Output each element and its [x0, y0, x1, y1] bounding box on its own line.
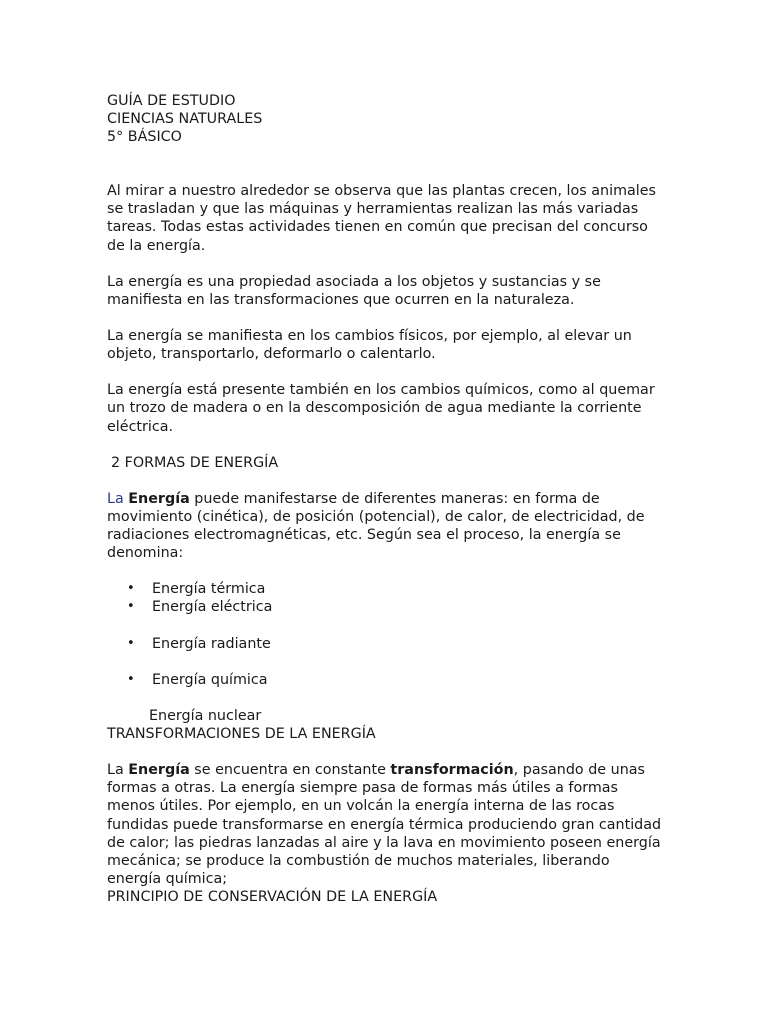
header-title: GUÍA DE ESTUDIO — [107, 93, 236, 109]
transformations-body: , pasando de unas formas a otras. La energía siempre pasa de formas más útiles a formas menos útiles. Por ejemplo, en un volcán la energía interna de las rocas fundidas puede transformarse en energía térmica produciendo gran cantidad de calor; las piedras lanzadas al aire y la lava en movimiento poseen energía mecánica; se produce la combustión de muchos materiales, liberando energía química; — [107, 762, 662, 887]
energy-forms-list-2 — [107, 635, 667, 653]
document-header — [107, 92, 667, 146]
forms-lead-word: La — [107, 490, 124, 507]
intro-paragraph-4: La energía está presente también en los cambios químicos, como al quemar un trozo de madera o en la descomposición de agua mediante la corriente eléctrica. — [107, 382, 655, 435]
list-item: • Energía eléctrica — [107, 598, 667, 616]
energy-nuclear-line: Energía nuclear — [149, 708, 262, 724]
section-title-forms: 2 FORMAS DE ENERGÍA — [111, 454, 279, 471]
list-item: • Energía térmica — [107, 580, 667, 598]
list-item: • Energía radiante — [107, 635, 667, 653]
transformations-bold-term-1: Energía — [128, 762, 190, 779]
transformations-bold-term-2: transformación — [390, 762, 514, 779]
forms-bold-term: Energía — [128, 490, 190, 507]
intro-paragraph-3: La energía se manifiesta en los cambios físicos, por ejemplo, al elevar un objeto, transportarlo, deformarlo o calentarlo. — [107, 328, 632, 363]
forms-paragraph — [107, 490, 667, 562]
intro-paragraph-1: Al mirar a nuestro alrededor se observa que las plantas crecen, los animales se trasladan y que las máquinas y herramientas realizan las más variadas tareas. Todas estas actividades tienen en común que precisan del concurso de la energía. — [107, 183, 656, 254]
section-title-conservation: PRINCIPIO DE CONSERVACIÓN DE LA ENERGÍA — [107, 888, 438, 905]
forms-body: puede manifestarse de diferentes maneras: en forma de movimiento (cinética), de posición (potencial), de calor, de electricidad, de radiaciones electromagnéticas, etc. Según sea el proceso, la energía se denomina: — [107, 490, 645, 562]
section-title-transformations: TRANSFORMACIONES DE LA ENERGÍA — [107, 726, 376, 743]
list-item: • Energía química — [107, 671, 667, 689]
header-subject: CIENCIAS NATURALES — [107, 111, 263, 128]
energy-forms-list-3 — [107, 671, 667, 689]
header-grade: 5° BÁSICO — [107, 129, 182, 146]
transformations-mid: se encuentra en constante — [189, 762, 391, 779]
transformations-paragraph — [107, 761, 667, 888]
intro-paragraph-2: La energía es una propiedad asociada a los objetos y sustancias y se manifiesta en las transformaciones que ocurren en la naturaleza. — [107, 273, 601, 308]
document-page — [107, 92, 667, 906]
energy-forms-list — [107, 580, 667, 616]
transformations-lead: La — [107, 762, 129, 779]
